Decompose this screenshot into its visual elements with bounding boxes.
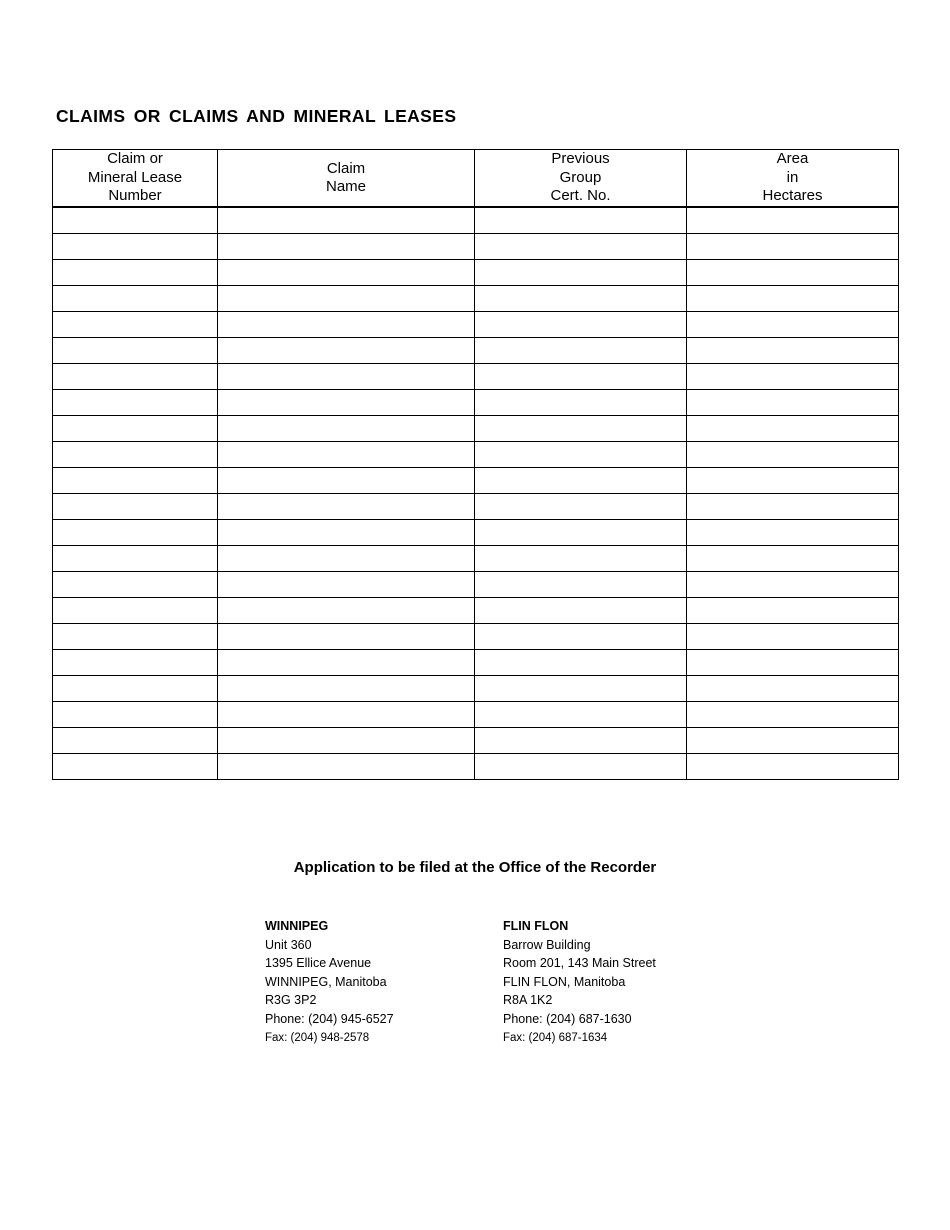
claim-name-cell bbox=[218, 442, 475, 468]
area-cell bbox=[687, 702, 899, 728]
previous-cert-cell bbox=[475, 494, 687, 520]
claim-number-cell bbox=[53, 234, 218, 260]
table-row bbox=[53, 234, 899, 260]
office-address-line: 1395 Ellice Avenue bbox=[265, 956, 372, 971]
area-cell bbox=[687, 234, 899, 260]
header-line: Previous bbox=[551, 150, 610, 168]
table-row bbox=[53, 390, 899, 416]
area-cell bbox=[687, 598, 899, 624]
claim-number-cell bbox=[53, 546, 218, 572]
office-name: WINNIPEG bbox=[265, 919, 329, 933]
claim-number-cell bbox=[53, 702, 218, 728]
area-cell bbox=[687, 312, 899, 338]
area-cell bbox=[687, 260, 899, 286]
claim-name-cell bbox=[218, 286, 475, 312]
header-line: Number bbox=[108, 187, 162, 205]
area-cell bbox=[687, 754, 899, 780]
header-line: Area bbox=[776, 150, 809, 168]
claim-number-cell bbox=[53, 572, 218, 598]
claim-number-cell bbox=[53, 286, 218, 312]
area-cell bbox=[687, 676, 899, 702]
office-address-line: WINNIPEG, Manitoba bbox=[265, 974, 387, 989]
table-row bbox=[53, 338, 899, 364]
office-address-line: Unit 360 bbox=[265, 937, 312, 952]
previous-cert-cell bbox=[475, 650, 687, 676]
claim-name-cell bbox=[218, 468, 475, 494]
claim-name-cell bbox=[218, 702, 475, 728]
header-line: Hectares bbox=[762, 187, 823, 205]
table-row bbox=[53, 286, 899, 312]
previous-cert-cell bbox=[475, 754, 687, 780]
claim-name-cell bbox=[218, 520, 475, 546]
claim-name-cell bbox=[218, 338, 475, 364]
header-line: Mineral Lease bbox=[87, 168, 183, 186]
claim-number-cell bbox=[53, 390, 218, 416]
claim-name-cell bbox=[218, 546, 475, 572]
header-claim-name bbox=[218, 150, 475, 208]
previous-cert-cell bbox=[475, 234, 687, 260]
claim-name-cell bbox=[218, 676, 475, 702]
area-cell bbox=[687, 650, 899, 676]
claim-number-cell bbox=[53, 312, 218, 338]
table-row bbox=[53, 416, 899, 442]
table-row bbox=[53, 364, 899, 390]
header-line: Name bbox=[325, 178, 366, 195]
previous-cert-cell bbox=[475, 520, 687, 546]
claim-number-cell bbox=[53, 442, 218, 468]
previous-cert-cell bbox=[475, 312, 687, 338]
claim-name-cell bbox=[218, 390, 475, 416]
area-cell bbox=[687, 416, 899, 442]
claim-name-cell bbox=[218, 312, 475, 338]
header-claim-number bbox=[53, 150, 218, 208]
office-address-line: FLIN FLON, Manitoba bbox=[503, 974, 626, 989]
previous-cert-cell bbox=[475, 364, 687, 390]
area-cell bbox=[687, 546, 899, 572]
claim-name-cell bbox=[218, 598, 475, 624]
claim-number-cell bbox=[53, 416, 218, 442]
area-cell bbox=[687, 286, 899, 312]
office-phone: Phone: (204) 945-6527 bbox=[265, 1011, 394, 1026]
office-fax: Fax: (204) 687-1634 bbox=[503, 1031, 608, 1044]
area-cell bbox=[687, 728, 899, 754]
office-phone: Phone: (204) 687-1630 bbox=[503, 1011, 632, 1026]
previous-cert-cell bbox=[475, 572, 687, 598]
claim-name-cell bbox=[218, 650, 475, 676]
previous-cert-cell bbox=[475, 546, 687, 572]
office-fax: Fax: (204) 948-2578 bbox=[265, 1031, 370, 1044]
office-postal-code: R8A 1K2 bbox=[503, 993, 553, 1008]
table-row bbox=[53, 676, 899, 702]
table-row bbox=[53, 442, 899, 468]
claims-table bbox=[52, 149, 899, 780]
header-previous-group-cert bbox=[475, 150, 687, 208]
area-cell bbox=[687, 442, 899, 468]
previous-cert-cell bbox=[475, 390, 687, 416]
claim-number-cell bbox=[53, 676, 218, 702]
table-row bbox=[53, 572, 899, 598]
previous-cert-cell bbox=[475, 676, 687, 702]
area-cell bbox=[687, 624, 899, 650]
office-flin-flon bbox=[503, 917, 656, 1047]
claim-number-cell bbox=[53, 520, 218, 546]
previous-cert-cell bbox=[475, 702, 687, 728]
claim-name-cell bbox=[218, 260, 475, 286]
previous-cert-cell bbox=[475, 442, 687, 468]
claim-number-cell bbox=[53, 494, 218, 520]
previous-cert-cell bbox=[475, 728, 687, 754]
claim-name-cell bbox=[218, 624, 475, 650]
header-line: Cert. No. bbox=[550, 187, 611, 205]
header-area-hectares bbox=[687, 150, 899, 208]
table-row bbox=[53, 494, 899, 520]
previous-cert-cell bbox=[475, 598, 687, 624]
claim-name-cell bbox=[218, 728, 475, 754]
form-title: CLAIMS OR CLAIMS AND MINERAL LEASES bbox=[56, 106, 457, 126]
previous-cert-cell bbox=[475, 338, 687, 364]
table-row bbox=[53, 520, 899, 546]
claim-number-cell bbox=[53, 260, 218, 286]
table-row bbox=[53, 650, 899, 676]
claim-number-cell bbox=[53, 338, 218, 364]
claim-name-cell bbox=[218, 416, 475, 442]
claim-number-cell bbox=[53, 207, 218, 234]
table-row bbox=[53, 207, 899, 234]
area-cell bbox=[687, 572, 899, 598]
claim-name-cell bbox=[218, 754, 475, 780]
area-cell bbox=[687, 390, 899, 416]
claim-name-cell bbox=[218, 207, 475, 234]
previous-cert-cell bbox=[475, 207, 687, 234]
claims-table-body bbox=[53, 207, 899, 780]
claim-name-cell bbox=[218, 494, 475, 520]
previous-cert-cell bbox=[475, 624, 687, 650]
header-line: Group bbox=[559, 168, 602, 186]
table-row bbox=[53, 598, 899, 624]
table-row bbox=[53, 728, 899, 754]
header-line: Claim bbox=[326, 159, 366, 177]
claim-number-cell bbox=[53, 624, 218, 650]
claim-number-cell bbox=[53, 598, 218, 624]
area-cell bbox=[687, 207, 899, 234]
claim-name-cell bbox=[218, 572, 475, 598]
table-row bbox=[53, 624, 899, 650]
previous-cert-cell bbox=[475, 468, 687, 494]
table-row bbox=[53, 468, 899, 494]
office-address-line: Barrow Building bbox=[503, 937, 591, 952]
claim-number-cell bbox=[53, 468, 218, 494]
office-address-line: Room 201, 143 Main Street bbox=[503, 956, 656, 971]
area-cell bbox=[687, 338, 899, 364]
table-header-row bbox=[53, 150, 899, 208]
area-cell bbox=[687, 364, 899, 390]
claim-number-cell bbox=[53, 728, 218, 754]
area-cell bbox=[687, 468, 899, 494]
previous-cert-cell bbox=[475, 416, 687, 442]
area-cell bbox=[687, 520, 899, 546]
office-postal-code: R3G 3P2 bbox=[265, 993, 317, 1008]
claim-number-cell bbox=[53, 650, 218, 676]
table-row bbox=[53, 312, 899, 338]
table-row bbox=[53, 546, 899, 572]
office-winnipeg bbox=[265, 917, 394, 1047]
previous-cert-cell bbox=[475, 286, 687, 312]
table-row bbox=[53, 702, 899, 728]
claim-number-cell bbox=[53, 754, 218, 780]
header-line: Claim or bbox=[107, 150, 163, 168]
claim-number-cell bbox=[53, 364, 218, 390]
claim-name-cell bbox=[218, 364, 475, 390]
area-cell bbox=[687, 494, 899, 520]
claim-name-cell bbox=[218, 234, 475, 260]
table-row bbox=[53, 260, 899, 286]
filing-note: Application to be filed at the Office of the Recorder bbox=[293, 859, 657, 876]
office-name: FLIN FLON bbox=[503, 919, 569, 933]
previous-cert-cell bbox=[475, 260, 687, 286]
header-line: in bbox=[786, 168, 799, 186]
table-row bbox=[53, 754, 899, 780]
